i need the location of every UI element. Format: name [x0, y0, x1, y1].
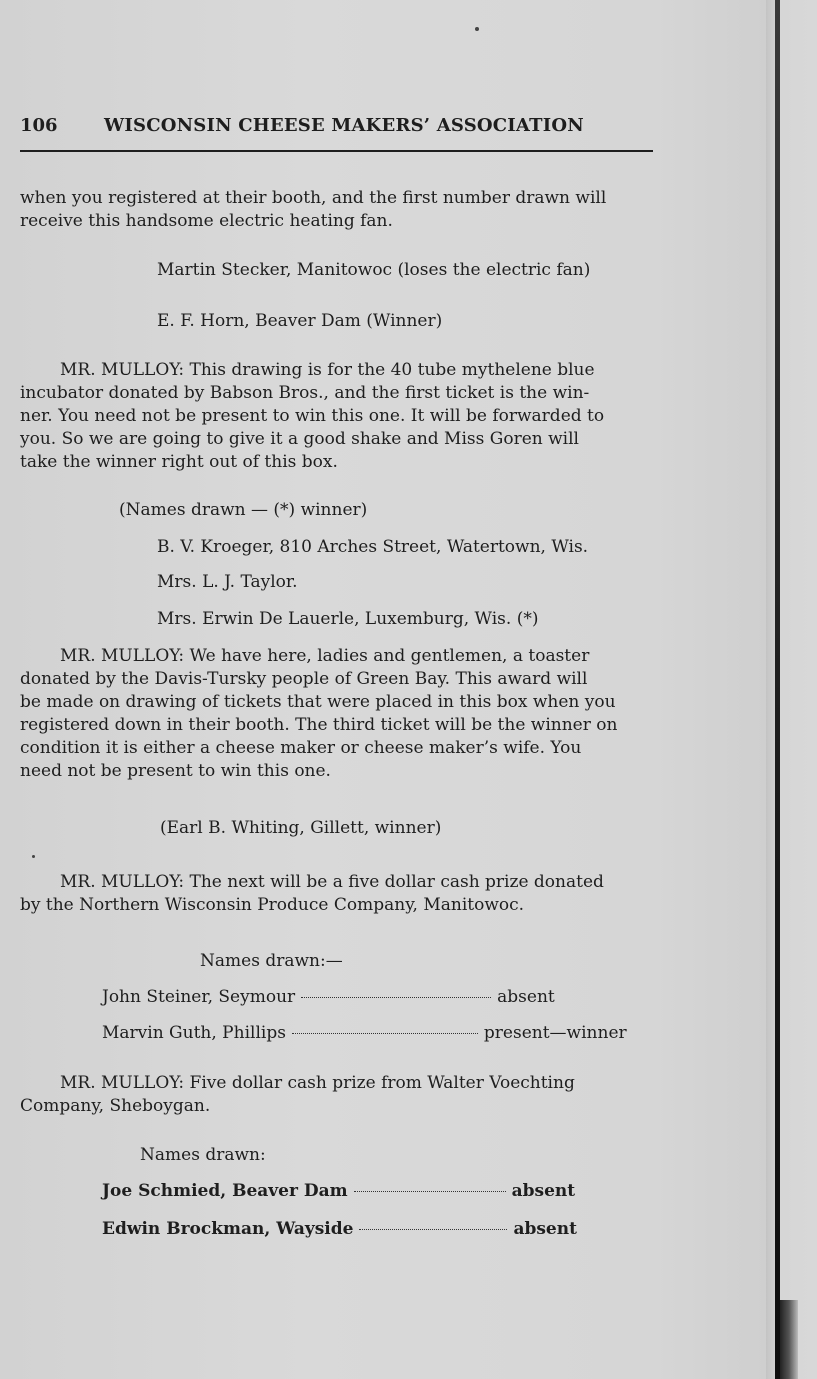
text-line: you. So we are going to give it a good shake and Miss Goren will [20, 429, 579, 449]
list-item [102, 1218, 577, 1241]
text-line: MR. MULLOY: This drawing is for the 40 tube mythelene blue [60, 360, 595, 380]
names-drawn-heading: Names drawn:— [200, 951, 343, 971]
leader-dots [292, 1032, 478, 1034]
mulloy-paragraph-cash-2 [20, 1072, 656, 1118]
drawn-name-line: Mrs. Erwin De Lauerle, Luxemburg, Wis. (*) [157, 609, 539, 629]
text-line: ner. You need not be present to win this one. It will be forwarded to [20, 406, 605, 426]
leader-dots [354, 1190, 506, 1192]
text-line: incubator donated by Babson Bros., and the first ticket is the win- [20, 383, 590, 403]
text-line: when you registered at their booth, and the first number drawn will [20, 188, 607, 208]
dust-speck [32, 855, 35, 858]
text-line: donated by the Davis-Tursky people of Green Bay. This award will [20, 669, 588, 689]
text-line: MR. MULLOY: The next will be a five dollar cash prize donated [60, 872, 604, 892]
text-line: take the winner right out of this box. [20, 452, 338, 472]
text-line: MR. MULLOY: Five dollar cash prize from Walter Voechting [60, 1073, 575, 1093]
names-drawn-heading: (Names drawn — (*) winner) [119, 500, 368, 520]
binding-shadow [780, 1300, 798, 1379]
fan-winner-line: E. F. Horn, Beaver Dam (Winner) [157, 311, 443, 331]
drawn-status: absent [497, 987, 555, 1007]
list-item [102, 986, 555, 1009]
text-line: by the Northern Wisconsin Produce Company, Manitowoc. [20, 895, 525, 915]
drawn-name-line: Mrs. L. J. Taylor. [157, 572, 298, 592]
header-rule [20, 150, 653, 152]
drawn-status: absent [511, 1181, 576, 1201]
text-line: registered down in their booth. The third ticket will be the winner on [20, 715, 618, 735]
text-line: MR. MULLOY: We have here, ladies and gentlemen, a toaster [60, 646, 590, 666]
text-line: Company, Sheboygan. [20, 1096, 211, 1116]
names-drawn-heading: Names drawn: [140, 1145, 266, 1165]
drawn-status: present—winner [483, 1023, 627, 1043]
page-number: 106 [20, 115, 58, 136]
drawn-name: John Steiner, Seymour [102, 987, 296, 1007]
page-gutter [766, 0, 817, 1379]
binding-edge [775, 0, 780, 1379]
list-item [102, 1180, 575, 1203]
dust-speck [475, 27, 479, 31]
text-line: need not be present to win this one. [20, 761, 331, 781]
list-item [102, 1022, 627, 1045]
drawn-status: absent [513, 1219, 577, 1239]
text-line: condition it is either a cheese maker or cheese maker’s wife. You [20, 738, 582, 758]
leader-dots [301, 996, 491, 998]
text-line: receive this handsome electric heating fan. [20, 211, 393, 231]
drawn-name-line: B. V. Kroeger, 810 Arches Street, Watertown, Wis. [157, 537, 589, 557]
toaster-winner-line: (Earl B. Whiting, Gillett, winner) [160, 818, 442, 838]
running-title: WISCONSIN CHEESE MAKERS’ ASSOCIATION [104, 115, 584, 136]
mulloy-paragraph-cash-1 [20, 871, 656, 917]
mulloy-paragraph-incubator [20, 359, 656, 474]
text-line: be made on drawing of tickets that were placed in this box when you [20, 692, 616, 712]
drawn-name: Edwin Brockman, Wayside [102, 1219, 354, 1239]
intro-paragraph [20, 187, 656, 233]
drawn-name: Marvin Guth, Phillips [102, 1023, 286, 1043]
leader-dots [359, 1228, 507, 1230]
mulloy-paragraph-toaster [20, 645, 656, 783]
fan-loser-line: Martin Stecker, Manitowoc (loses the electric fan) [157, 260, 591, 280]
drawn-name: Joe Schmied, Beaver Dam [102, 1181, 348, 1201]
